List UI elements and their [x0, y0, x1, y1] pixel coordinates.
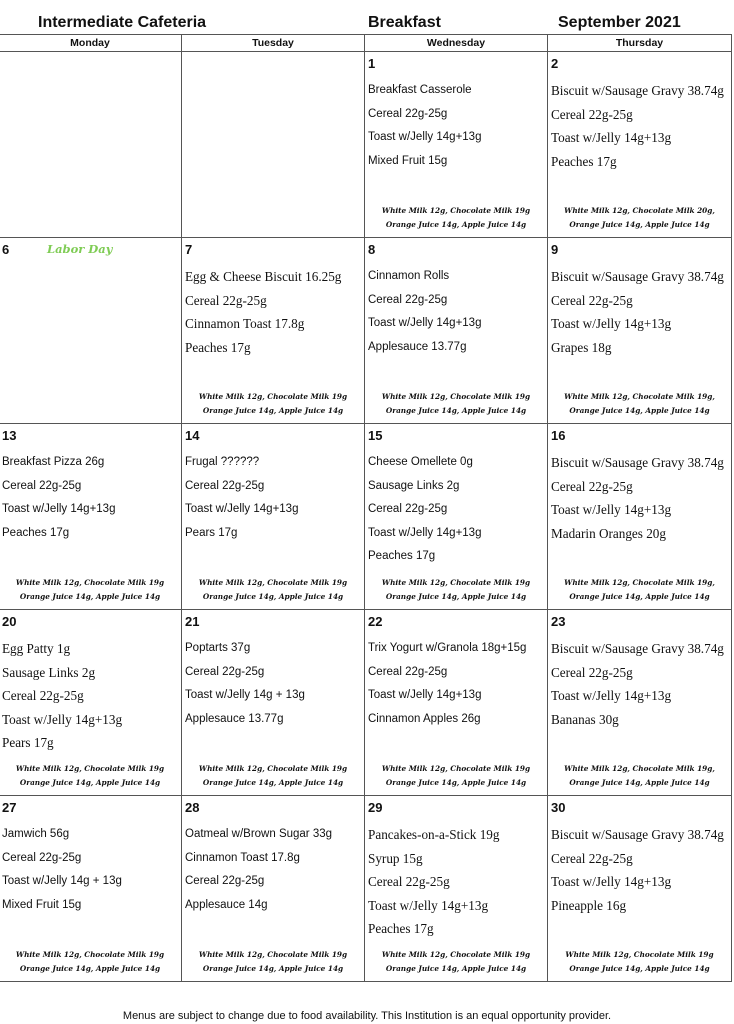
- menu-items: [185, 451, 362, 545]
- menu-item: Cereal 22g-25g: [368, 293, 448, 306]
- menu-item: Biscuit w/Sausage Gravy 38.74g: [551, 269, 724, 284]
- day-cell-content: [0, 424, 181, 609]
- menu-item: Grapes 18g: [551, 339, 612, 355]
- day-cell-content: [365, 238, 547, 423]
- beverage-line: Orange Juice 14g, Apple Juice 14g: [19, 964, 161, 973]
- menu-item: Mixed Fruit 15g: [2, 898, 82, 911]
- beverage-line: Orange Juice 14g, Apple Juice 14g: [19, 778, 161, 787]
- day-cell: [0, 796, 182, 982]
- menu-item: Cinnamon Rolls: [368, 270, 450, 282]
- menu-items: [368, 451, 545, 569]
- menu-item: Oatmeal w/Brown Sugar 33g: [185, 828, 333, 840]
- beverage-line: White Milk 12g, Chocolate Milk 19g: [565, 950, 714, 959]
- weekday-header-row: [0, 35, 732, 52]
- week-row: [0, 610, 732, 796]
- beverage-note: [0, 762, 181, 790]
- menu-items: [185, 637, 362, 731]
- beverage-line: White Milk 12g, Chocolate Milk 19g: [15, 764, 165, 773]
- day-cell-content: [548, 238, 731, 423]
- menu-items: [551, 265, 729, 359]
- day-number: 29: [368, 800, 383, 815]
- beverage-line: White Milk 12g, Chocolate Milk 19g,: [564, 764, 715, 773]
- menu-item: Applesauce 14g: [185, 898, 268, 911]
- beverage-line: White Milk 12g, Chocolate Milk 19g: [381, 392, 531, 401]
- footer-note: Menus are subject to change due to food availability. This Institution is an equal opportunity provider.: [122, 1010, 612, 1022]
- menu-items: [368, 79, 545, 173]
- beverage-line: Orange Juice 14g, Apple Juice 14g: [569, 220, 710, 229]
- menu-item: Syrup 15g: [368, 850, 423, 866]
- day-cell: [365, 238, 548, 424]
- menu-item: Toast w/Jelly 14g+13g: [551, 874, 672, 889]
- menu-item: Toast w/Jelly 14g+13g: [551, 688, 672, 703]
- menu-item: Peaches 17g: [368, 921, 434, 936]
- menu-item: Biscuit w/Sausage Gravy 38.74g: [551, 83, 724, 98]
- menu-item: Cereal 22g-25g: [551, 664, 633, 680]
- beverage-note: [548, 576, 731, 604]
- menu-item: Cheese Omellete 0g: [368, 456, 473, 468]
- day-cell-content: [365, 610, 547, 795]
- day-cell: [0, 52, 182, 238]
- beverage-line: Orange Juice 14g, Apple Juice 14g: [385, 592, 527, 601]
- menu-item: Peaches 17g: [368, 550, 436, 562]
- day-cell-content: [365, 424, 547, 609]
- week-row: [0, 52, 732, 238]
- day-cell-content: [182, 52, 364, 237]
- menu-item: Cinnamon Apples 26g: [368, 712, 481, 725]
- menu-item: Pineapple 16g: [551, 897, 627, 913]
- beverage-line: White Milk 12g, Chocolate Milk 19g: [15, 578, 165, 587]
- menu-items: [2, 637, 179, 755]
- menu-item: Cereal 22g-25g: [551, 478, 633, 494]
- menu-item: Peaches 17g: [551, 153, 617, 169]
- menu-item: Frugal ??????: [185, 456, 260, 468]
- beverage-line: Orange Juice 14g, Apple Juice 14g: [202, 592, 344, 601]
- menu-items: [551, 451, 729, 545]
- menu-item: Breakfast Casserole: [368, 84, 472, 96]
- menu-items: [2, 451, 179, 545]
- beverage-note: [0, 576, 181, 604]
- menu-items: [551, 823, 729, 917]
- menu-item: Cereal 22g-25g: [368, 665, 448, 678]
- menu-item: Toast w/Jelly 14g+13g: [2, 711, 123, 727]
- menu-item: Toast w/Jelly 14g+13g: [551, 130, 672, 145]
- menu-item: Pancakes-on-a-Stick 19g: [368, 827, 500, 842]
- beverage-note: [548, 762, 731, 790]
- menu-item: Peaches 17g: [185, 339, 251, 355]
- school-title: Intermediate Cafeteria: [38, 14, 207, 31]
- day-number: 28: [185, 800, 200, 815]
- beverage-line: Orange Juice 14g, Apple Juice 14g: [202, 964, 344, 973]
- beverage-note: [365, 948, 547, 976]
- beverage-note: [548, 948, 731, 976]
- day-cell: [365, 796, 548, 982]
- day-number: 30: [551, 800, 566, 815]
- day-cell: [548, 796, 732, 982]
- beverage-line: Orange Juice 14g, Apple Juice 14g: [569, 406, 710, 415]
- menu-item: Trix Yogurt w/Granola 18g+15g: [368, 642, 527, 654]
- day-cell-content: [548, 52, 731, 237]
- menu-item: Toast w/Jelly 14g+13g: [368, 131, 482, 143]
- beverage-line: White Milk 12g, Chocolate Milk 19g: [198, 950, 348, 959]
- beverage-line: Orange Juice 14g, Apple Juice 14g: [202, 778, 344, 787]
- menu-item: Breakfast Pizza 26g: [2, 456, 105, 468]
- day-cell: [548, 52, 732, 238]
- beverage-note: [365, 204, 547, 232]
- menu-item: Cereal 22g-25g: [368, 107, 448, 120]
- menu-item: Cereal 22g-25g: [368, 874, 450, 889]
- month-title: September 2021: [558, 14, 681, 31]
- day-number: 9: [551, 242, 559, 257]
- day-number: 20: [2, 614, 17, 629]
- menu-item: Pears 17g: [2, 735, 54, 750]
- menu-items: [368, 823, 545, 941]
- beverage-note: [182, 948, 364, 976]
- week-row: [0, 424, 732, 610]
- beverage-line: Orange Juice 14g, Apple Juice 14g: [385, 964, 527, 973]
- meal-title: Breakfast: [368, 14, 441, 31]
- day-number: 7: [185, 242, 193, 257]
- day-cell-content: [182, 796, 364, 981]
- beverage-line: White Milk 12g, Chocolate Milk 19g: [381, 206, 531, 215]
- menu-items: [185, 823, 362, 917]
- day-cell-content: [548, 424, 731, 609]
- menu-item: Cereal 22g-25g: [2, 851, 82, 864]
- menu-calendar: [0, 34, 732, 982]
- holiday-label: Labor Day: [47, 242, 113, 256]
- beverage-line: White Milk 12g, Chocolate Milk 19g: [381, 950, 531, 959]
- beverage-line: Orange Juice 14g, Apple Juice 14g: [385, 778, 527, 787]
- menu-item: Cereal 22g-25g: [551, 850, 633, 866]
- day-number: 27: [2, 800, 17, 815]
- weekday-header-thursday: Thursday: [548, 35, 732, 52]
- menu-item: Cereal 22g-25g: [185, 875, 265, 887]
- menu-item: Cereal 22g-25g: [368, 503, 448, 515]
- menu-items: [185, 265, 362, 359]
- beverage-line: White Milk 12g, Chocolate Milk 19g,: [564, 392, 715, 401]
- menu-item: Cereal 22g-25g: [185, 292, 267, 308]
- weekday-header-tuesday: Tuesday: [182, 35, 365, 52]
- menu-item: Toast w/Jelly 14g+13g: [2, 503, 116, 515]
- menu-item: Cereal 22g-25g: [185, 479, 265, 492]
- menu-item: Pears 17g: [185, 526, 238, 539]
- menu-item: Toast w/Jelly 14g+13g: [368, 897, 489, 913]
- day-cell: [182, 52, 365, 238]
- day-cell: [365, 424, 548, 610]
- day-cell: [182, 796, 365, 982]
- beverage-note: [365, 576, 547, 604]
- menu-item: Peaches 17g: [2, 526, 70, 539]
- beverage-note: [365, 390, 547, 418]
- menu-item: Egg Patty 1g: [2, 641, 71, 656]
- beverage-line: Orange Juice 14g, Apple Juice 14g: [569, 778, 710, 787]
- day-cell: [548, 424, 732, 610]
- beverage-line: White Milk 12g, Chocolate Milk 19g: [198, 578, 348, 587]
- beverage-line: Orange Juice 14g, Apple Juice 14g: [385, 220, 527, 229]
- day-cell: [0, 424, 182, 610]
- day-number: 14: [185, 428, 200, 443]
- beverage-note: [182, 576, 364, 604]
- day-number: 8: [368, 242, 376, 257]
- day-number: 6: [2, 242, 10, 257]
- beverage-line: Orange Juice 14g, Apple Juice 14g: [202, 406, 344, 415]
- menu-item: Cereal 22g-25g: [185, 665, 265, 678]
- day-number: 16: [551, 428, 566, 443]
- menu-item: Cereal 22g-25g: [2, 688, 84, 703]
- weekday-header-wednesday: Wednesday: [365, 35, 548, 52]
- day-cell: [365, 610, 548, 796]
- day-number: 21: [185, 614, 200, 629]
- menu-item: Toast w/Jelly 14g+13g: [185, 503, 299, 515]
- menu-items: [551, 79, 729, 173]
- day-cell: [0, 610, 182, 796]
- beverage-note: [182, 390, 364, 418]
- menu-item: Bananas 30g: [551, 711, 619, 727]
- beverage-note: [0, 948, 181, 976]
- menu-item: Applesauce 13.77g: [185, 712, 284, 725]
- menu-item: Cereal 22g-25g: [2, 479, 82, 492]
- menu-item: Toast w/Jelly 14g + 13g: [2, 875, 122, 887]
- beverage-line: White Milk 12g, Chocolate Milk 19g: [381, 578, 531, 587]
- day-number: 23: [551, 614, 566, 629]
- menu-item: Biscuit w/Sausage Gravy 38.74g: [551, 455, 724, 470]
- weekday-header-monday: Monday: [0, 35, 182, 52]
- menu-item: Toast w/Jelly 14g+13g: [551, 502, 672, 517]
- day-cell-content: [0, 238, 181, 423]
- menu-item: Sausage Links 2g: [2, 664, 96, 680]
- day-cell-content: [182, 424, 364, 609]
- beverage-note: [182, 762, 364, 790]
- day-cell: [182, 238, 365, 424]
- menu-items: [2, 823, 179, 917]
- menu-item: Biscuit w/Sausage Gravy 38.74g: [551, 827, 724, 842]
- day-cell-content: [0, 52, 181, 237]
- week-row: [0, 796, 732, 982]
- menu-items: [368, 637, 545, 731]
- menu-item: Cinnamon Toast 17.8g: [185, 851, 300, 864]
- menu-item: Madarin Oranges 20g: [551, 525, 666, 541]
- beverage-line: Orange Juice 14g, Apple Juice 14g: [19, 592, 161, 601]
- menu-item: Cereal 22g-25g: [551, 106, 633, 122]
- day-number: 22: [368, 614, 383, 629]
- day-cell-content: [182, 238, 364, 423]
- menu-item: Toast w/Jelly 14g+13g: [368, 689, 482, 701]
- menu-items: [368, 265, 545, 359]
- day-number: 13: [2, 428, 17, 443]
- menu-item: Mixed Fruit 15g: [368, 154, 448, 167]
- beverage-line: White Milk 12g, Chocolate Milk 19g,: [564, 578, 715, 587]
- beverage-line: Orange Juice 14g, Apple Juice 14g: [569, 964, 710, 973]
- beverage-line: Orange Juice 14g, Apple Juice 14g: [569, 592, 710, 601]
- beverage-note: [365, 762, 547, 790]
- day-cell: [548, 610, 732, 796]
- beverage-line: Orange Juice 14g, Apple Juice 14g: [385, 406, 527, 415]
- day-number: 15: [368, 428, 383, 443]
- day-number: 1: [368, 56, 376, 71]
- menu-item: Jamwich 56g: [2, 828, 70, 840]
- menu-item: Toast w/Jelly 14g+13g: [368, 317, 482, 329]
- day-cell-content: [0, 796, 181, 981]
- day-cell: [182, 424, 365, 610]
- day-cell-content: [182, 610, 364, 795]
- menu-items: [551, 637, 729, 731]
- day-number: 2: [551, 56, 559, 71]
- menu-item: Toast w/Jelly 14g + 13g: [185, 689, 305, 701]
- beverage-line: White Milk 12g, Chocolate Milk 20g,: [564, 206, 715, 215]
- day-cell: [365, 52, 548, 238]
- day-cell-content: [365, 796, 547, 981]
- day-cell-content: [548, 610, 731, 795]
- menu-item: Toast w/Jelly 14g+13g: [551, 316, 672, 331]
- menu-item: Applesauce 13.77g: [368, 340, 467, 353]
- menu-item: Cinnamon Toast 17.8g: [185, 316, 305, 331]
- beverage-note: [548, 390, 731, 418]
- day-cell: [182, 610, 365, 796]
- beverage-line: White Milk 12g, Chocolate Milk 19g: [198, 764, 348, 773]
- menu-item: Cereal 22g-25g: [551, 292, 633, 308]
- beverage-note: [548, 204, 731, 232]
- day-cell: [0, 238, 182, 424]
- day-cell-content: [0, 610, 181, 795]
- day-cell-content: [365, 52, 547, 237]
- day-cell-content: [548, 796, 731, 981]
- menu-item: Poptarts 37g: [185, 642, 251, 654]
- menu-item: Biscuit w/Sausage Gravy 38.74g: [551, 641, 724, 656]
- menu-item: Sausage Links 2g: [368, 479, 460, 492]
- week-row: [0, 238, 732, 424]
- beverage-line: White Milk 12g, Chocolate Milk 19g: [198, 392, 348, 401]
- beverage-line: White Milk 12g, Chocolate Milk 19g: [381, 764, 531, 773]
- menu-item: Toast w/Jelly 14g+13g: [368, 526, 482, 539]
- day-cell: [548, 238, 732, 424]
- menu-item: Egg & Cheese Biscuit 16.25g: [185, 269, 342, 284]
- beverage-line: White Milk 12g, Chocolate Milk 19g: [15, 950, 165, 959]
